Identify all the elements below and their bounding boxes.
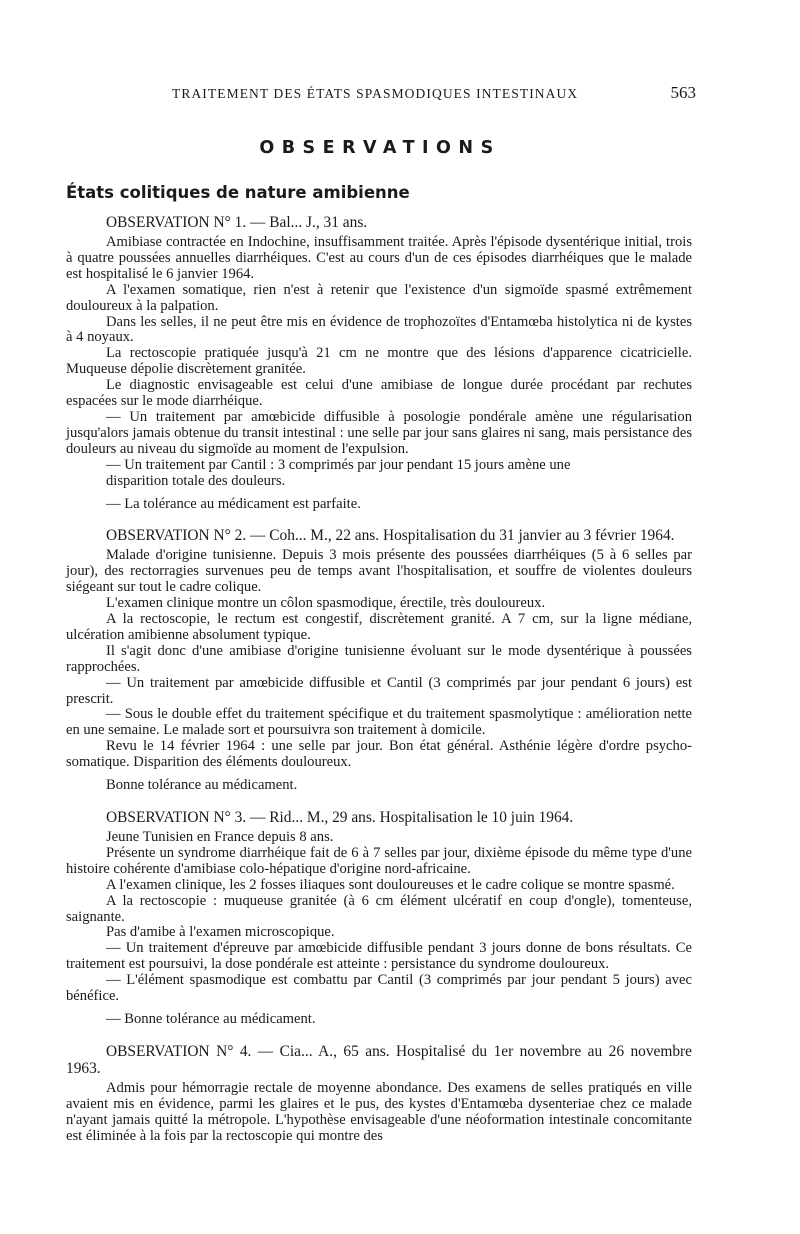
running-title: TRAITEMENT DES ÉTATS SPASMODIQUES INTESTINAUX <box>172 86 579 101</box>
paragraph: Le diagnostic envisageable est celui d'une amibiase de longue durée procédant par rechutes espacées sur le mode diarrhéique. <box>66 377 692 410</box>
paragraph: A l'examen somatique, rien n'est à retenir que l'existence d'un sigmoïde spasmé extrêmement douloureux à la palpation. <box>66 281 692 314</box>
paragraph: A la rectoscopie, le rectum est congestif, discrètement granité. A 7 cm, sur la ligne médiane, ulcération amibienne absolument typique. <box>66 611 692 643</box>
paragraph: Amibiase contractée en Indochine, insuffisamment traitée. Après l'épisode dysentérique initial, trois à quatre poussées annuelles diarrhéiques. C'est au cours d'un de ces épisodes diarrhéiques que le malade est hospitalisé le 6 janvier 1964. <box>66 234 692 282</box>
sub-heading: États colitiques de nature amibienne <box>66 183 410 202</box>
paragraph: Malade d'origine tunisienne. Depuis 3 mois présente des poussées diarrhéiques (5 à 6 selles par jour), des rectorragies survenues peu de temps avant l'hospitalisation, et souffre de violentes douleurs siégeant sur tout le cadre colique. <box>66 547 692 596</box>
observation-title: OBSERVATION N° 3. — Rid... M., 29 ans. Hospitalisation le 10 juin 1964. <box>106 809 574 826</box>
paragraph: Dans les selles, il ne peut être mis en évidence de trophozoïtes d'Entamœba histolytica ni de kystes à 4 noyaux. <box>66 313 692 346</box>
paragraph: — Un traitement par amœbicide diffusible à posologie pondérale amène une régularisation jusqu'alors jamais obtenue du transit intestinal : une selle par jour sans glaires ni sang, mais persistance des douleurs au niveau du sigmoïde au moment de l'expulsion. <box>66 408 692 457</box>
observation-title: OBSERVATION N° 2. — Coh... M., 22 ans. Hospitalisation du 31 janvier au 3 février 1964. <box>106 527 675 545</box>
observation-title: OBSERVATION N° 1. — Bal... J., 31 ans. <box>106 214 368 231</box>
paragraph: — Un traitement d'épreuve par amœbicide diffusible pendant 3 jours donne de bons résultats. Ce traitement est poursuivi, la dose pondérale est atteinte : persistance du syndrome douloureux. <box>66 940 692 973</box>
observation-3 <box>66 809 692 1028</box>
paragraph: — Sous le double effet du traitement spécifique et du traitement spasmolytique : amélioration nette en une semaine. Le malade sort et poursuivra son traitement à domicile. <box>66 706 692 739</box>
observation-title: OBSERVATION N° 4. — Cia... A., 65 ans. Hospitalisé du 1er novembre au 26 novembre 1963. <box>66 1042 692 1077</box>
paragraph: Présente un syndrome diarrhéique fait de 6 à 7 selles par jour, dixième épisode du même type d'une histoire cohérente d'amibiase colo-hépatique d'origine nord-africaine. <box>66 844 692 877</box>
paragraph: Admis pour hémorragie rectale de moyenne abondance. Des examens de selles pratiqués en ville avaient mis en évidence, parmi les glaires et le pus, des kystes d'Entamœba dysenteriae chez ce malade n'ayant jamais quitté la métropole. L'hypothèse envisageable d'une néoformation intestinale concomitante est éliminée à la fois par la rectoscopie qui montre des <box>66 1079 692 1144</box>
observation-2 <box>66 527 692 794</box>
paragraph: Il s'agit donc d'une amibiase d'origine tunisienne évoluant sur le mode dysentérique à poussées rapprochées. <box>66 642 692 675</box>
paragraph: — Bonne tolérance au médicament. <box>106 1010 316 1027</box>
paragraph: L'examen clinique montre un côlon spasmodique, érectile, très douloureux. <box>106 595 546 612</box>
running-head <box>106 84 696 108</box>
paragraph: Jeune Tunisien en France depuis 8 ans. <box>106 829 334 845</box>
paragraph: — Un traitement par Cantil : 3 comprimés par jour pendant 15 jours amène une <box>106 456 571 473</box>
page-number: 563 <box>670 83 696 102</box>
paragraph: — Un traitement par amœbicide diffusible et Cantil (3 comprimés par jour pendant 6 jours) est prescrit. <box>66 674 692 707</box>
paragraph: Bonne tolérance au médicament. <box>106 777 298 794</box>
paragraph: Revu le 14 février 1964 : une selle par jour. Bon état général. Asthénie légère d'ordre psycho-somatique. Disparition des éléments douloureux. <box>66 738 692 771</box>
observation-1 <box>66 214 692 512</box>
paragraph: A la rectoscopie : muqueuse granitée (à 6 cm élément ulcératif en coup d'ongle), tomenteuse, saignante. <box>66 892 692 925</box>
body-text <box>66 214 692 1160</box>
observation-4 <box>66 1043 692 1145</box>
paragraph: A l'examen clinique, les 2 fosses iliaques sont douloureuses et le cadre colique se montre spasmé. <box>106 876 675 893</box>
paragraph: Pas d'amibe à l'examen microscopique. <box>106 924 335 941</box>
paragraph: — La tolérance au médicament est parfaite. <box>106 495 361 512</box>
paragraph: La rectoscopie pratiquée jusqu'à 21 cm ne montre que des lésions d'apparence cicatricielle. Muqueuse dépolie discrètement granitée. <box>66 345 692 378</box>
paragraph: disparition totale des douleurs. <box>106 472 286 489</box>
paragraph: — L'élément spasmodique est combattu par Cantil (3 comprimés par jour pendant 5 jours) avec bénéfice. <box>66 972 692 1005</box>
section-heading: OBSERVATIONS <box>259 138 501 158</box>
